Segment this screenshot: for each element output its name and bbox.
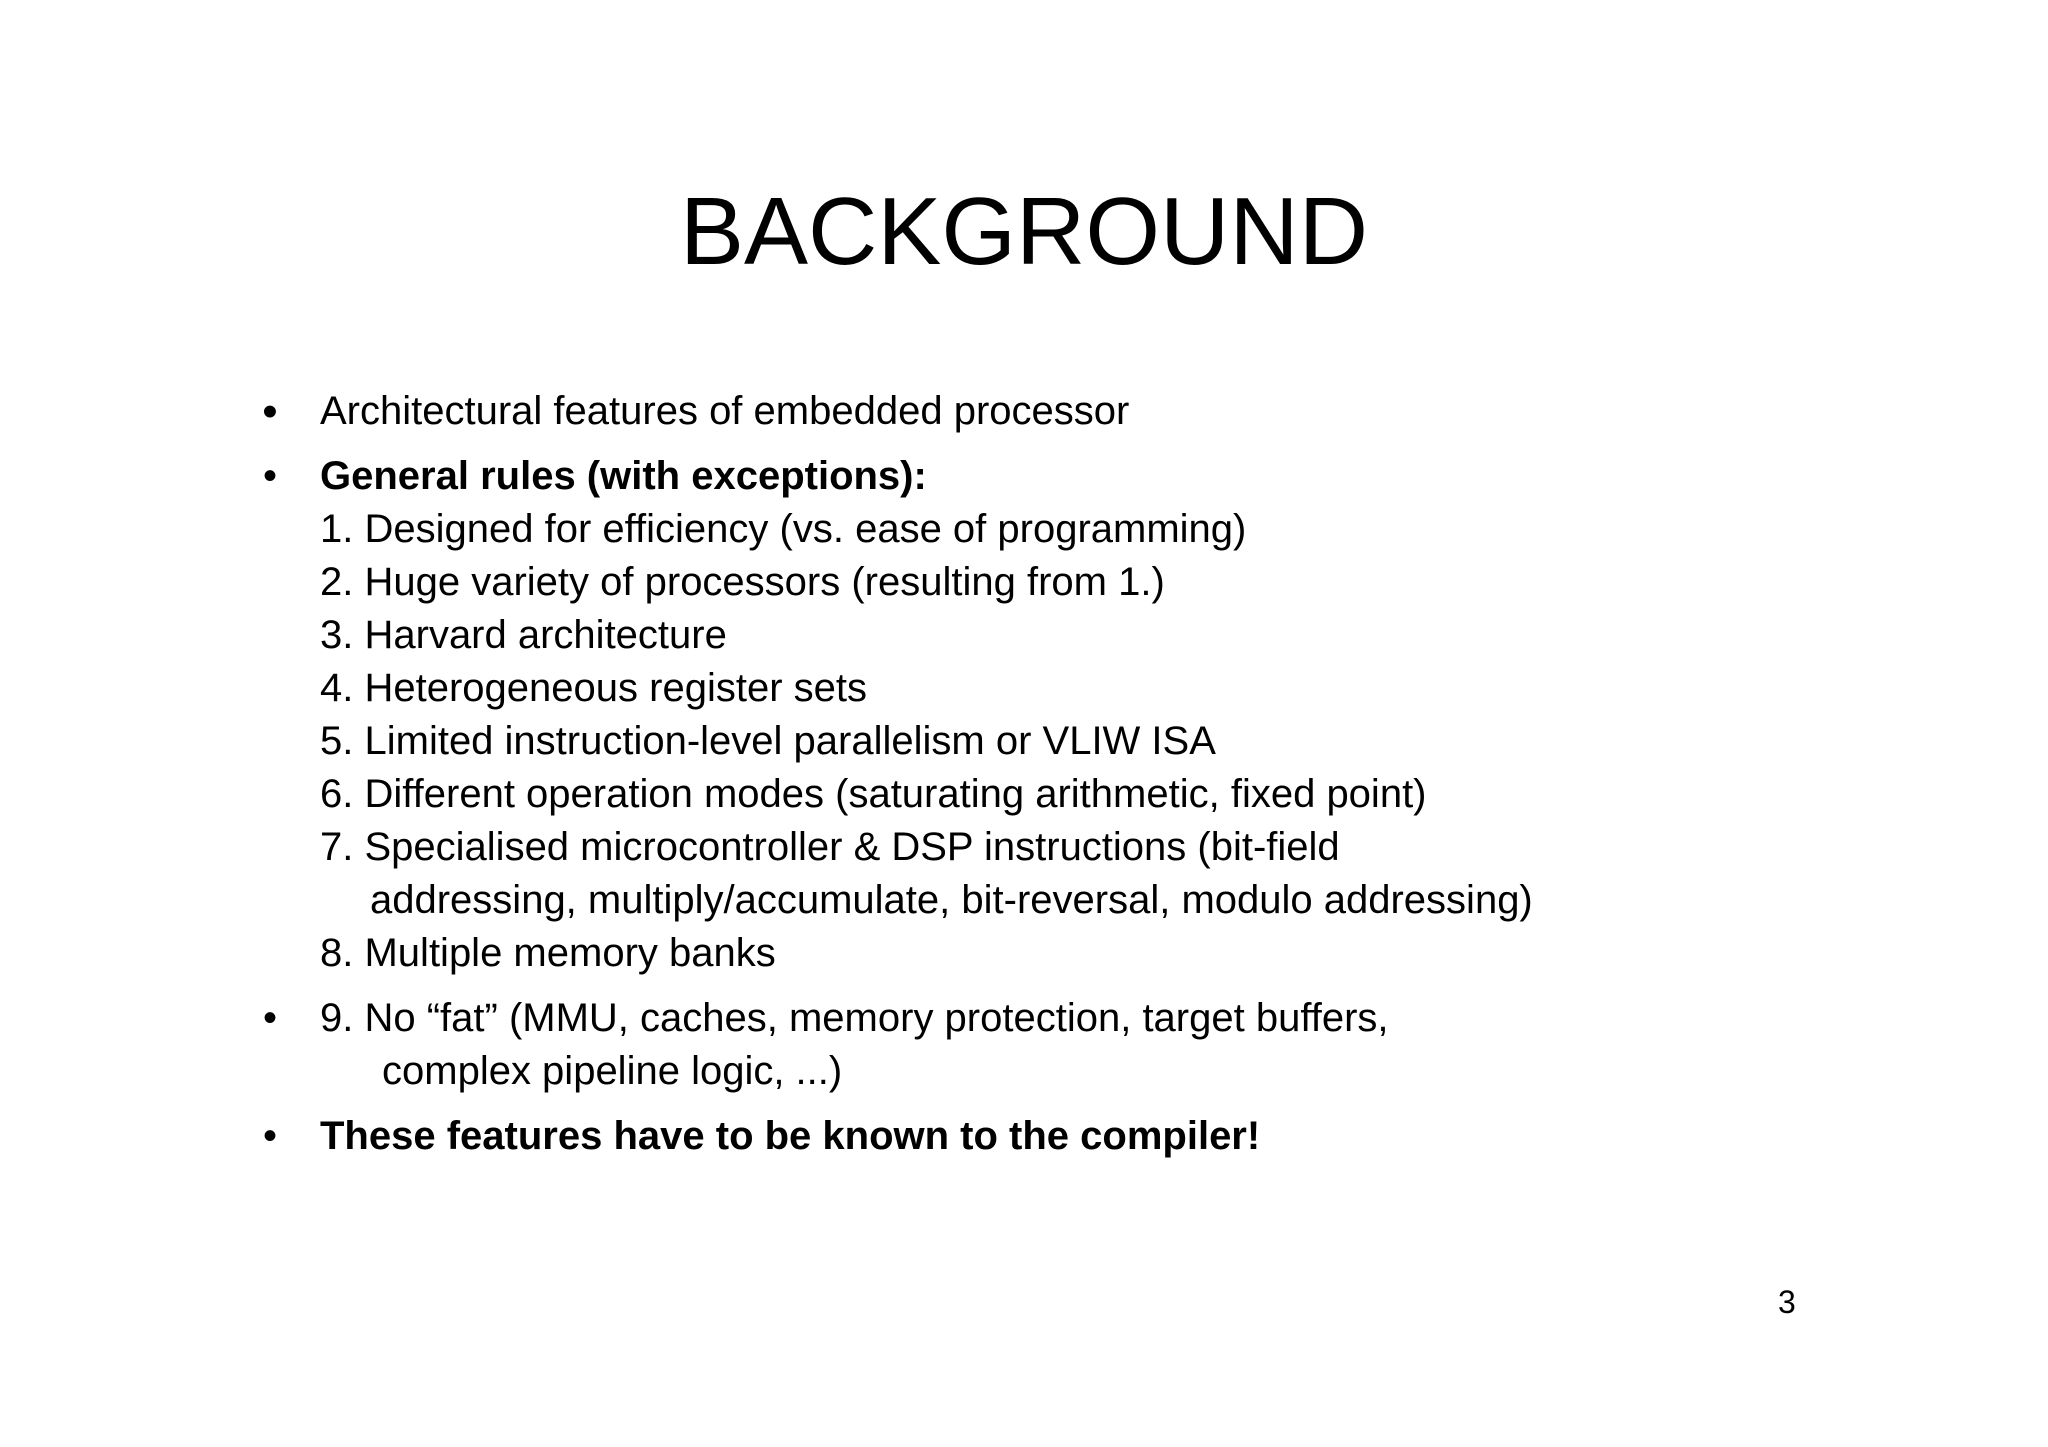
bullet-text: 9. No “fat” (MMU, caches, memory protection, target buffers, (320, 996, 1389, 1040)
rule-text: Specialised microcontroller & DSP instructions (bit-field (364, 825, 1340, 869)
bullet-marker: • (262, 387, 278, 436)
slide-content (250, 385, 1750, 1163)
rule-number: 3. (320, 613, 354, 657)
rule-number: 8. (320, 931, 354, 975)
bullet-text-bold: These features have to be known to the compiler! (320, 1114, 1261, 1158)
bullet-text: Architectural features of embedded processor (320, 389, 1130, 433)
rule-number: 4. (320, 666, 354, 710)
rule-text: Multiple memory banks (364, 931, 776, 975)
rule-number: 7. (320, 825, 354, 869)
rule-item-5 (320, 715, 1750, 768)
rule-text: Designed for efficiency (vs. ease of programming) (364, 507, 1247, 551)
bullet-text-continuation: complex pipeline logic, ...) (382, 1049, 843, 1093)
rule-item-4 (320, 662, 1750, 715)
rule-number: 2. (320, 560, 354, 604)
page-number: 3 (1778, 1284, 1796, 1320)
rule-text: Limited instruction-level parallelism or VLIW ISA (364, 719, 1216, 763)
slide-title: BACKGROUND (679, 178, 1369, 285)
bullet-marker: • (262, 996, 277, 1040)
bullet-item-compiler-note (250, 1110, 1750, 1163)
rule-text: Harvard architecture (364, 613, 727, 657)
rule-item-8 (320, 927, 1750, 980)
bullet-text-bold: General rules (with exceptions): (320, 454, 927, 498)
rule-text: Heterogeneous register sets (364, 666, 867, 710)
rule-item-6 (320, 768, 1750, 821)
bullet-marker: • (262, 454, 277, 498)
bullet-marker: • (262, 1114, 277, 1158)
rule-item-1 (320, 503, 1750, 556)
bullet-item-general-rules (250, 450, 1750, 503)
rule-text: Different operation modes (saturating arithmetic, fixed point) (364, 772, 1427, 816)
rule-text-continuation: addressing, multiply/accumulate, bit-reversal, modulo addressing) (370, 878, 1533, 922)
rule-number: 6. (320, 772, 354, 816)
rule-item-7 (320, 821, 1750, 927)
bullet-item-architectural-features (250, 385, 1750, 438)
bullet-item-no-fat (250, 992, 1750, 1098)
rule-number: 5. (320, 719, 354, 763)
rule-text: Huge variety of processors (resulting from 1.) (364, 560, 1165, 604)
rule-number: 1. (320, 507, 354, 551)
rule-item-3 (320, 609, 1750, 662)
rules-list (250, 503, 1750, 980)
rule-item-2 (320, 556, 1750, 609)
